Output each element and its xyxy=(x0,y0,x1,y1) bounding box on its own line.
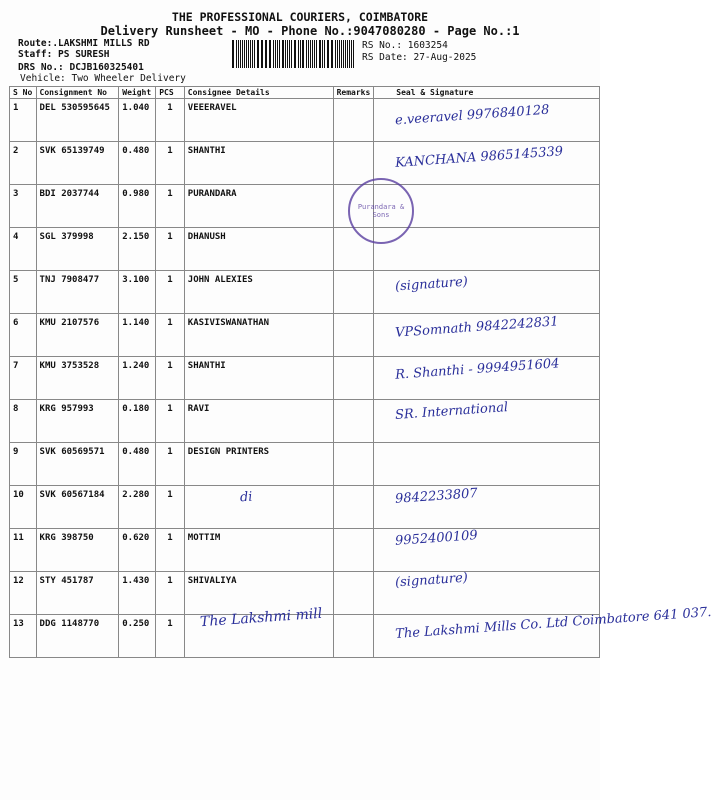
cell-weight: 0.980 xyxy=(119,185,156,228)
handwritten-consignee-10: di xyxy=(239,489,253,506)
cell-remarks xyxy=(333,271,374,314)
barcode-bar xyxy=(254,40,255,68)
cell-sno: 3 xyxy=(10,185,37,228)
cell-cno: SVK 60569571 xyxy=(36,443,119,486)
cell-consignee xyxy=(184,486,333,529)
barcode-bar xyxy=(351,40,352,68)
barcode-bar xyxy=(320,40,321,68)
handwritten-consignee-13: The Lakshmi mill xyxy=(199,605,323,631)
cell-remarks xyxy=(333,572,374,615)
cell-consignee: DHANUSH xyxy=(184,228,333,271)
barcode-bar xyxy=(322,40,323,68)
cell-consignee: DESIGN PRINTERS xyxy=(184,443,333,486)
cell-weight: 3.100 xyxy=(119,271,156,314)
cell-consignee: JOHN ALEXIES xyxy=(184,271,333,314)
cell-sno: 2 xyxy=(10,142,37,185)
cell-cno: TNJ 7908477 xyxy=(36,271,119,314)
barcode-bar xyxy=(258,40,259,68)
cell-remarks xyxy=(333,314,374,357)
cell-cno: SVK 60567184 xyxy=(36,486,119,529)
cell-sno: 5 xyxy=(10,271,37,314)
barcode-bar xyxy=(261,40,262,68)
barcode-bar xyxy=(341,40,342,68)
cell-pcs: 1 xyxy=(156,99,185,142)
table-row xyxy=(10,529,600,572)
cell-seal xyxy=(374,228,600,271)
barcode-bar xyxy=(295,40,296,68)
barcode-bar xyxy=(283,40,284,68)
cell-weight: 0.180 xyxy=(119,400,156,443)
cell-weight: 0.250 xyxy=(119,615,156,658)
signature-2: KANCHANA 9865145339 xyxy=(394,144,564,172)
cell-weight: 2.280 xyxy=(119,486,156,529)
signature-6: VPSomnath 9842242831 xyxy=(394,313,560,341)
cell-pcs: 1 xyxy=(156,529,185,572)
cell-remarks xyxy=(333,486,374,529)
barcode-bar xyxy=(332,40,333,68)
cell-remarks xyxy=(333,99,374,142)
cell-weight: 1.140 xyxy=(119,314,156,357)
signature-7: R. Shanthi - 9994951604 xyxy=(394,356,560,383)
cell-consignee: RAVI xyxy=(184,400,333,443)
cell-sno: 1 xyxy=(10,99,37,142)
cell-remarks xyxy=(333,142,374,185)
cell-sno: 9 xyxy=(10,443,37,486)
barcode-bar xyxy=(266,40,267,68)
barcode-bar xyxy=(242,40,243,68)
barcode-bar xyxy=(273,40,274,68)
runsheet-subtitle: Delivery Runsheet - MO - Phone No.:9047080280 - Page No.:1 xyxy=(100,24,520,38)
cell-sno: 6 xyxy=(10,314,37,357)
cell-cno: BDI 2037744 xyxy=(36,185,119,228)
cell-pcs: 1 xyxy=(156,357,185,400)
barcode-bar xyxy=(316,40,317,68)
cell-weight: 1.430 xyxy=(119,572,156,615)
staff: Staff: PS SURESH xyxy=(18,49,110,60)
cell-sno: 10 xyxy=(10,486,37,529)
cell-pcs: 1 xyxy=(156,572,185,615)
col-consignee: Consignee Details xyxy=(184,87,333,99)
cell-consignee: SHANTHI xyxy=(184,142,333,185)
cell-pcs: 1 xyxy=(156,615,185,658)
cell-remarks xyxy=(333,529,374,572)
barcode-bar xyxy=(303,40,304,68)
cell-weight: 1.240 xyxy=(119,357,156,400)
signature-1: e.veeravel 9976840128 xyxy=(394,102,550,129)
company-title: THE PROFESSIONAL COURIERS, COIMBATORE xyxy=(171,10,429,24)
cell-pcs: 1 xyxy=(156,443,185,486)
barcode-bar xyxy=(335,40,336,68)
cell-consignee: SHIVALIYA xyxy=(184,572,333,615)
col-seal: Seal & Signature xyxy=(374,87,600,99)
cell-pcs: 1 xyxy=(156,314,185,357)
cell-remarks xyxy=(333,400,374,443)
vehicle: Vehicle: Two Wheeler Delivery xyxy=(20,73,186,84)
signature-11: 9952400109 xyxy=(394,528,479,549)
table-row xyxy=(10,228,600,271)
barcode-bar xyxy=(236,40,237,68)
cell-seal xyxy=(374,443,600,486)
barcode-bar xyxy=(265,40,266,68)
cell-remarks xyxy=(333,357,374,400)
cell-remarks xyxy=(333,615,374,658)
barcode-bar xyxy=(248,40,249,68)
cell-sno: 8 xyxy=(10,400,37,443)
cell-weight: 0.620 xyxy=(119,529,156,572)
barcode-bar xyxy=(302,40,303,68)
signature-10: 9842233807 xyxy=(394,485,479,507)
table-row xyxy=(10,271,600,314)
cell-weight: 1.040 xyxy=(119,99,156,142)
cell-cno: SGL 379998 xyxy=(36,228,119,271)
barcode-bar xyxy=(240,40,241,68)
rs-date: RS Date: 27-Aug-2025 xyxy=(362,52,477,63)
barcode-bar xyxy=(277,40,278,68)
barcode-bar xyxy=(314,40,315,68)
cell-cno: KRG 957993 xyxy=(36,400,119,443)
barcode-bar xyxy=(310,40,311,68)
cell-consignee: VEEERAVEL xyxy=(184,99,333,142)
cell-remarks xyxy=(333,443,374,486)
rs-no: RS No.: 1603254 xyxy=(362,40,448,51)
col-consignment: Consignment No xyxy=(36,87,119,99)
table-row xyxy=(10,486,600,529)
barcode-bar xyxy=(327,40,328,68)
barcode-bar xyxy=(252,40,253,68)
signature-13: The Lakshmi Mills Co. Ltd Coimbatore 641 037. xyxy=(394,604,712,642)
col-weight: Weight xyxy=(119,87,156,99)
signature-12: (signature) xyxy=(394,570,469,591)
table-row xyxy=(10,185,600,228)
cell-consignee: SHANTHI xyxy=(184,357,333,400)
cell-sno: 7 xyxy=(10,357,37,400)
col-sno: S No xyxy=(10,87,37,99)
barcode-bar xyxy=(270,40,271,68)
cell-consignee: KASIVISWANATHAN xyxy=(184,314,333,357)
barcode-bar xyxy=(289,40,290,68)
signature-8: SR. International xyxy=(394,400,509,424)
cell-consignee: PURANDARA xyxy=(184,185,333,228)
cell-pcs: 1 xyxy=(156,228,185,271)
barcode-bar xyxy=(328,40,329,68)
barcode-bar xyxy=(339,40,340,68)
barcode-bar xyxy=(246,40,247,68)
cell-sno: 13 xyxy=(10,615,37,658)
barcode-bar xyxy=(298,40,299,68)
cell-sno: 4 xyxy=(10,228,37,271)
signature-5: (signature) xyxy=(394,274,469,295)
barcode-bar xyxy=(285,40,286,68)
drs-no: DRS No.: DCJB160325401 xyxy=(18,62,144,73)
barcode-bar xyxy=(233,40,234,68)
cell-cno: KMU 3753528 xyxy=(36,357,119,400)
table-row xyxy=(10,400,600,443)
barcode-bar xyxy=(308,40,309,68)
cell-cno: DDG 1148770 xyxy=(36,615,119,658)
cell-pcs: 1 xyxy=(156,185,185,228)
table-row xyxy=(10,443,600,486)
barcode-bar xyxy=(279,40,280,68)
cell-sno: 12 xyxy=(10,572,37,615)
cell-cno: DEL 530595645 xyxy=(36,99,119,142)
cell-pcs: 1 xyxy=(156,400,185,443)
barcode xyxy=(232,40,356,68)
cell-sno: 11 xyxy=(10,529,37,572)
barcode-bar xyxy=(353,40,354,68)
col-remarks: Remarks xyxy=(333,87,374,99)
cell-cno: STY 451787 xyxy=(36,572,119,615)
cell-cno: KRG 398750 xyxy=(36,529,119,572)
cell-pcs: 1 xyxy=(156,486,185,529)
cell-pcs: 1 xyxy=(156,271,185,314)
cell-weight: 0.480 xyxy=(119,142,156,185)
cell-pcs: 1 xyxy=(156,142,185,185)
barcode-bar xyxy=(345,40,346,68)
cell-weight: 2.150 xyxy=(119,228,156,271)
cell-cno: SVK 65139749 xyxy=(36,142,119,185)
cell-cno: KMU 2107576 xyxy=(36,314,119,357)
barcode-bar xyxy=(347,40,348,68)
cell-consignee: MOTTIM xyxy=(184,529,333,572)
col-pcs: PCS xyxy=(156,87,185,99)
seal-stamp: Purandara & Sons xyxy=(348,178,414,244)
barcode-bar xyxy=(291,40,292,68)
cell-weight: 0.480 xyxy=(119,443,156,486)
route: Route:.LAKSHMI MILLS RD xyxy=(18,38,150,49)
